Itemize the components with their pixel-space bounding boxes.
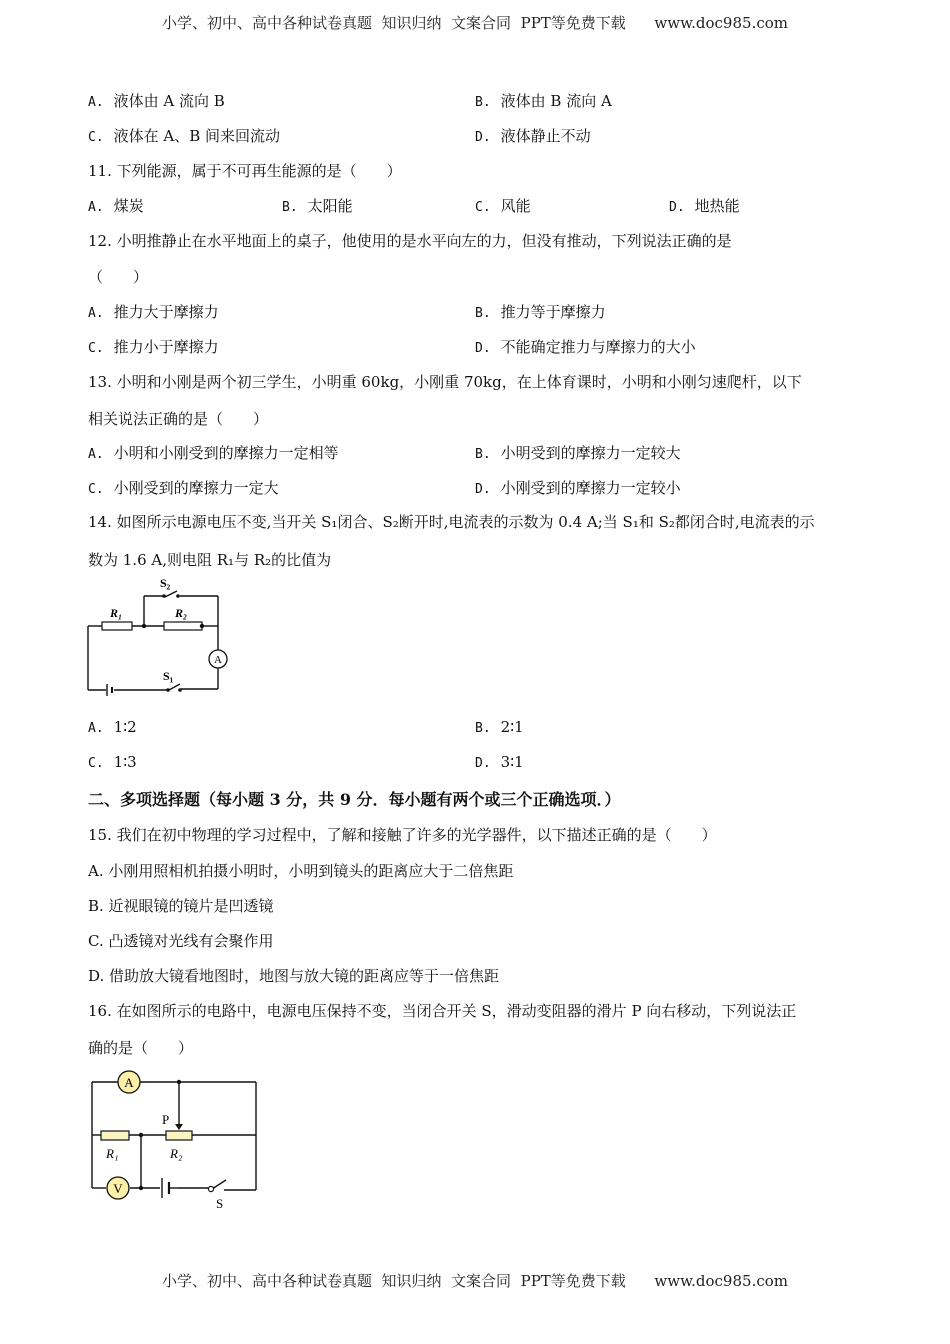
ammeter-label: A xyxy=(214,654,222,666)
q12-option-b: B. 推力等于摩擦力 xyxy=(475,303,606,321)
q12-option-c: C. 推力小于摩擦力 xyxy=(88,338,219,356)
q16-circuit-diagram xyxy=(84,1066,264,1214)
page-header: 小学、初中、高中各种试卷真题 知识归纳 文案合同 PPT等免费下载 www.doc985.com xyxy=(161,14,788,32)
slider-arrow-icon xyxy=(175,1124,183,1130)
q13-stem-line1: 13. 小明和小刚是两个初三学生，小明重 60kg，小刚重 70kg，在上体育课时，小明和小刚匀速爬杆，以下 xyxy=(88,373,802,391)
q12-stem-line2: （ ） xyxy=(88,268,149,286)
r2-rheostat xyxy=(166,1131,192,1140)
q10-option-d: D. 液体静止不动 xyxy=(475,127,591,145)
q13-option-d: D. 小刚受到的摩擦力一定较小 xyxy=(475,479,681,497)
r2-resistor xyxy=(164,622,202,630)
r2-label: R₂ xyxy=(175,606,188,620)
q15-option-c: C. 凸透镜对光线有会聚作用 xyxy=(88,932,274,950)
q11-stem: 11. 下列能源，属于不可再生能源的是（ ） xyxy=(88,162,402,180)
q15-option-a: A. 小刚用照相机拍摄小明时，小明到镜头的距离应大于二倍焦距 xyxy=(88,862,514,880)
q11-option-c: C. 风能 xyxy=(475,197,531,215)
q16-stem-line1: 16. 在如图所示的电路中，电源电压保持不变，当闭合开关 S，滑动变阻器的滑片 P 向右移动，下列说法正 xyxy=(88,1002,797,1020)
s1-switch-blade xyxy=(169,684,180,690)
q15-option-d: D. 借助放大镜看地图时，地图与放大镜的距离应等于一倍焦距 xyxy=(88,967,500,985)
q11-option-d: D. 地热能 xyxy=(669,197,740,215)
page-footer: 小学、初中、高中各种试卷真题 知识归纳 文案合同 PPT等免费下载 www.doc985.com xyxy=(161,1272,788,1290)
s2-label: S₂ xyxy=(160,576,171,590)
q14-stem-line2: 数为 1.6 A,则电阻 R₁与 R₂的比值为 xyxy=(88,551,332,569)
q14-circuit-diagram xyxy=(80,574,240,700)
q14-stem-line1: 14. 如图所示电源电压不变,当开关 S₁闭合、S₂断开时,电流表的示数为 0.4 A;当 S₁和 S₂都闭合时,电流表的示 xyxy=(88,513,815,531)
q14-option-b: B. 2∶1 xyxy=(475,718,524,736)
q11-option-a: A. 煤炭 xyxy=(88,197,144,215)
ammeter-label: A xyxy=(124,1075,134,1090)
q13-option-b: B. 小明受到的摩擦力一定较大 xyxy=(475,444,681,462)
q15-stem: 15. 我们在初中物理的学习过程中，了解和接触了许多的光学器件，以下描述正确的是（ ） xyxy=(88,826,717,844)
switch-s-label: S xyxy=(216,1196,224,1211)
q11-option-b: B. 太阳能 xyxy=(282,197,353,215)
slider-p-label: P xyxy=(162,1112,170,1127)
voltmeter-label: V xyxy=(113,1181,123,1196)
q14-option-c: C. 1∶3 xyxy=(88,753,137,771)
q13-stem-line2: 相关说法正确的是（ ） xyxy=(88,410,269,428)
section-2-heading: 二、多项选择题（每小题 3 分，共 9 分．每小题有两个或三个正确选项．） xyxy=(88,790,621,809)
q13-option-a: A. 小明和小刚受到的摩擦力一定相等 xyxy=(88,444,339,462)
q12-option-a: A. 推力大于摩擦力 xyxy=(88,303,219,321)
q15-option-b: B. 近视眼镜的镜片是凹透镜 xyxy=(88,897,274,915)
q10-option-b: B. 液体由 B 流向 A xyxy=(475,92,612,110)
q12-stem-line1: 12. 小明推静止在水平地面上的桌子，他使用的是水平向左的力，但没有推动，下列说法正确的是 xyxy=(88,232,732,250)
q10-option-c: C. 液体在 A、B 间来回流动 xyxy=(88,127,281,145)
q12-option-d: D. 不能确定推力与摩擦力的大小 xyxy=(475,338,696,356)
q14-option-d: D. 3∶1 xyxy=(475,753,524,771)
r1-resistor xyxy=(101,1131,129,1140)
s-switch-blade xyxy=(212,1180,226,1189)
r1-resistor xyxy=(102,622,132,630)
q10-option-a: A. 液体由 A 流向 B xyxy=(88,92,225,110)
q16-stem-line2: 确的是（ ） xyxy=(88,1039,194,1057)
q13-option-c: C. 小刚受到的摩擦力一定大 xyxy=(88,479,279,497)
r1-label: R₁ xyxy=(110,606,123,620)
s1-label: S₁ xyxy=(163,669,174,683)
s2-switch-blade xyxy=(165,591,177,597)
r1-label: R₁ xyxy=(106,1146,119,1161)
q14-option-a: A. 1∶2 xyxy=(88,718,137,736)
r2-label: R₂ xyxy=(170,1146,183,1161)
